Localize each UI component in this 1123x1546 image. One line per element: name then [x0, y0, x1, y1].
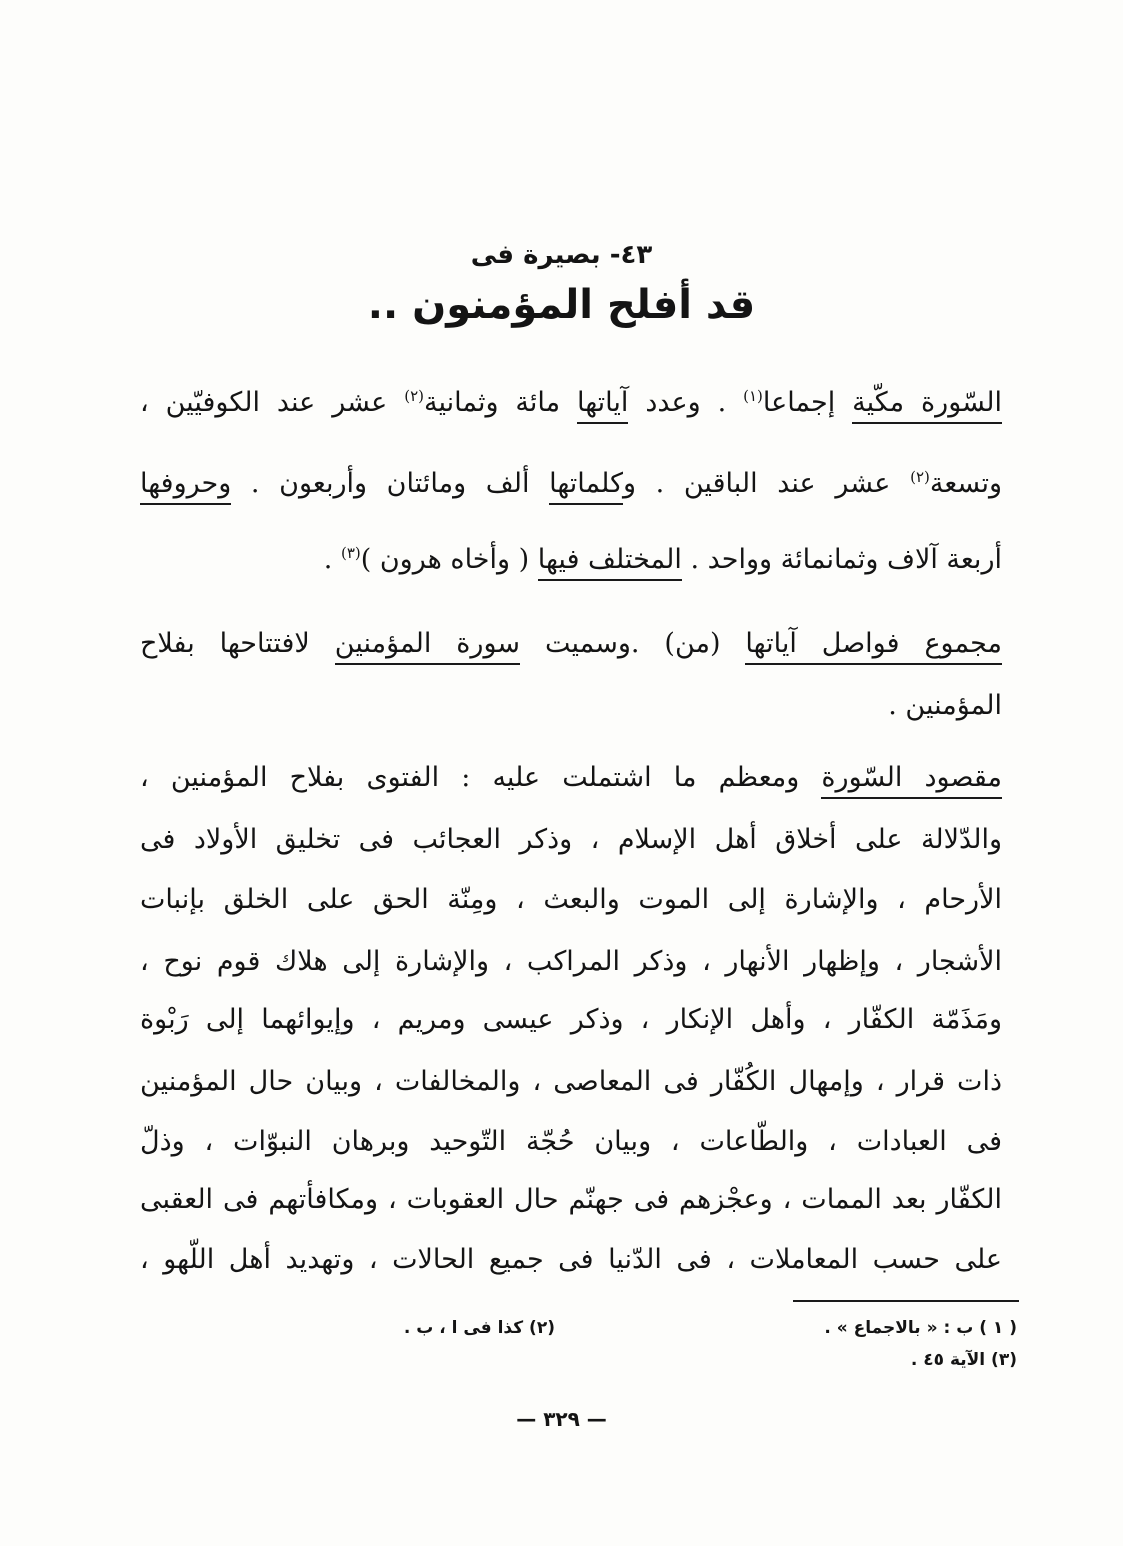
text-run: المؤمنين . [888, 690, 1002, 721]
text-run: أربعة آلاف وثمانمائة وواحد . [681, 544, 1002, 575]
text-run: وتسعة [929, 468, 1002, 499]
text-run: مائة وثمانية [423, 387, 577, 418]
footnote-1: ( ١ ) ب : « بالاجماع » . [824, 1318, 1017, 1338]
chapter-title-heading: قد أفلح المؤمنون .. [367, 282, 756, 328]
text-run: ( وأخاه هرون ) [360, 544, 538, 575]
footnote-marker: (٣) [340, 544, 361, 562]
underlined-phrase: السّورة مكّية [852, 387, 1002, 424]
paragraph-3-line-4: الأشجار ، وإظهار الأنهار ، وذكر المراكب ، والإشارة إلى هلاك قوم نوح ، [140, 946, 1002, 977]
underlined-phrase: كلماتها [549, 468, 623, 505]
paragraph-3-line-9: على حسب المعاملات ، فى الدّنيا فى جميع الحالات ، وتهديد أهل اللّهو ، [140, 1244, 1002, 1275]
paragraph-3-line-3: الأرحام ، والإشارة إلى الموت والبعث ، ومِنّة الحق على الخلق بإنبات [140, 884, 1003, 915]
paragraph-1-line-3 [140, 540, 1002, 580]
footnote-separator [793, 1300, 1019, 1302]
chapter-number-heading: ٤٣- بصيرة فى [470, 240, 653, 270]
footnote-marker: (٢) [404, 387, 424, 405]
page-number: — ٣٢٩ — [516, 1407, 607, 1431]
underlined-phrase: آياتها [577, 387, 628, 424]
paragraph-3-line-6: ذات قرار ، وإمهال الكُفّار فى المعاصى ، والمخالفات ، وبيان حال المؤمنين [140, 1066, 1002, 1097]
paragraph-1-line-2 [140, 464, 1002, 504]
footnote-2: (٢) كذا فى ا ، ب . [403, 1318, 555, 1338]
paragraph-3-line-5: ومَذَمّة الكفّار ، وأهل الإنكار ، وذكر عيسى ومريم ، وإيوائهما إلى رَبْوة [140, 1004, 1002, 1035]
underlined-phrase: آياتها [745, 628, 821, 665]
text-run: (من) .وسميت [520, 628, 746, 659]
text-run: إجماعا [762, 387, 836, 418]
text-run: . [323, 544, 341, 575]
text-run: عشر عند الباقين . و [622, 468, 911, 499]
footnote-marker: (٢) [910, 468, 930, 486]
underlined-phrase: مجموع فواصل [822, 628, 1002, 665]
paragraph-2-line-1 [140, 624, 1002, 664]
underlined-phrase: المختلف فيها [538, 544, 682, 581]
paragraph-2-line-2 [140, 686, 1002, 726]
text-run: . وعدد [628, 387, 744, 418]
paragraph-3-line-2: والدّلالة على أخلاق أهل الإسلام ، وذكر العجائب فى تخليق الأولاد فى [140, 824, 1002, 855]
text-run: ومعظم ما اشتملت عليه : الفتوى بفلاح المؤمنين ، [140, 762, 822, 793]
underlined-phrase: وحروفها [140, 468, 231, 505]
paragraph-3-line-7: فى العبادات ، والطّاعات ، وبيان حُجّة التّوحيد وبرهان النبوّات ، وذلّ [140, 1126, 1002, 1157]
text-run: لافتتاحها بفلاح [140, 628, 335, 659]
paragraph-1-line-1 [140, 383, 1002, 423]
underlined-phrase: مقصود السّورة [821, 762, 1002, 799]
text-run: ألف ومائتان وأربعون . [231, 468, 550, 499]
footnote-3: (٣) الآية ٤٥ . [910, 1350, 1017, 1370]
footnote-marker: (١) [743, 387, 763, 405]
text-run: عشر عند الكوفيّين ، [140, 387, 405, 418]
paragraph-3-line-1 [140, 758, 1002, 798]
paragraph-3-line-8: الكفّار بعد الممات ، وعجْزهم فى جهنّم حال العقوبات ، ومكافأتهم فى العقبى [140, 1184, 1002, 1215]
underlined-phrase: سورة المؤمنين [335, 628, 520, 665]
